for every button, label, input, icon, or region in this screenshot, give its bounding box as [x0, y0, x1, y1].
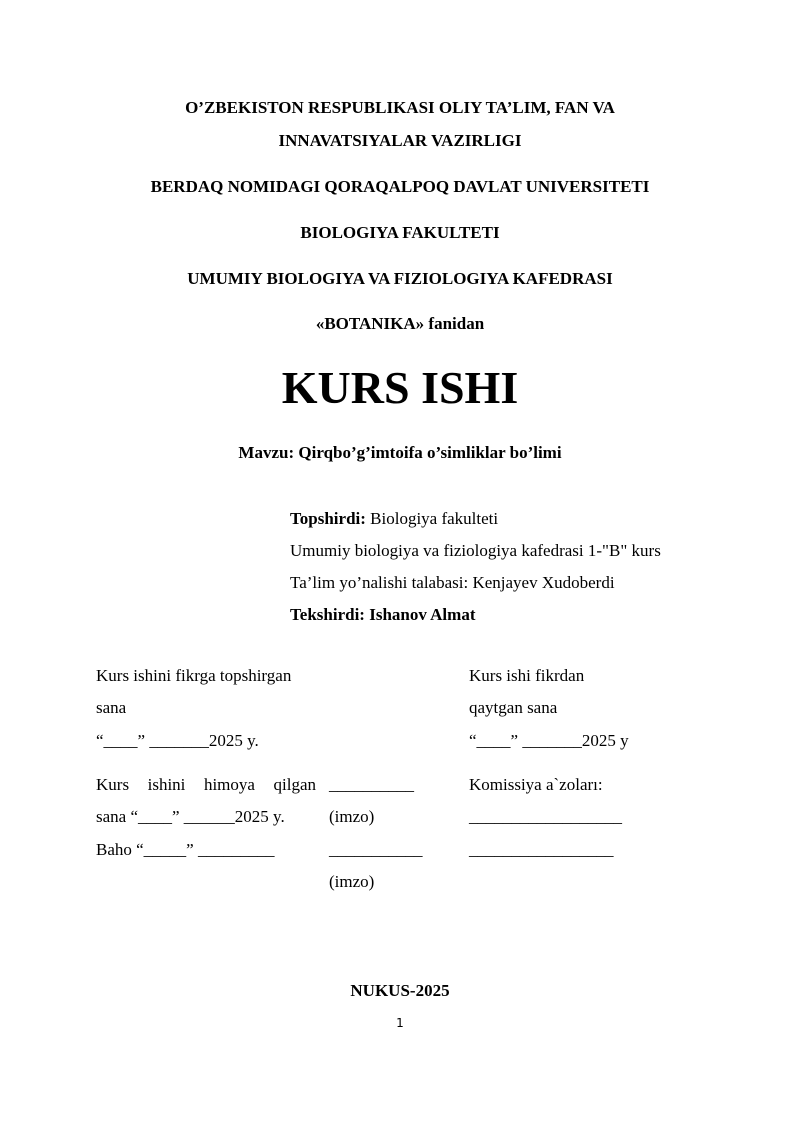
commission-label: Komissiya a`zoları:	[469, 775, 603, 794]
return-date-field: “____” _______2025 y	[469, 731, 629, 750]
signature-label-2: (imzo)	[329, 872, 375, 891]
document-title: KURS ISHI	[281, 362, 519, 413]
submit-date-label-2: sana	[96, 698, 127, 717]
signature-line-2: ___________	[329, 840, 423, 859]
grade-field: Baho “_____” _________	[96, 840, 275, 859]
subject-line: «BOTANIKA» fanidan	[315, 314, 485, 333]
city-year: NUKUS-2025	[350, 981, 450, 1000]
topic-line: Mavzu: Qirqbo’g’imtoifa o’simliklar bo’limi	[238, 443, 562, 462]
commission-line-2: _________________	[469, 840, 614, 859]
ministry-line-1: O’ZBEKISTON RESPUBLIKASI OLIY TA’LIM, FAN VA	[185, 98, 615, 117]
department-course-line: Umumiy biologiya va fiziologiya kafedrasi 1-"B" kurs	[290, 541, 661, 560]
signature-label-1: (imzo)	[329, 807, 375, 826]
submitted-by-label: Topshirdi:	[290, 509, 366, 528]
ministry-line-2: INNAVATSIYALAR VAZIRLIGI	[278, 131, 522, 150]
department-name: UMUMIY BIOLOGIYA VA FIZIOLOGIYA KAFEDRASI	[187, 269, 613, 288]
page-number: 1	[396, 1016, 404, 1030]
defense-word: Kurs	[96, 775, 130, 794]
checked-by-line	[290, 605, 475, 625]
defense-date-field: sana “____” ______2025 y.	[96, 807, 285, 826]
return-date-label-1: Kurs ishi fikrdan	[469, 666, 585, 685]
faculty-name: BIOLOGIYA FAKULTETI	[300, 223, 500, 242]
commission-line-1: __________________	[469, 807, 622, 826]
defense-word: ishini	[147, 775, 186, 794]
submit-date-field: “____” _______2025 y.	[96, 731, 259, 750]
defense-word: himoya	[203, 775, 255, 794]
return-date-label-2: qaytgan sana	[469, 698, 558, 717]
submit-date-label-1: Kurs ishini fikrga topshirgan	[96, 666, 292, 685]
defense-date-label	[96, 775, 316, 795]
defense-word: qilgan	[273, 775, 316, 794]
university-name: BERDAQ NOMIDAGI QORAQALPOQ DAVLAT UNIVERSITETI	[150, 177, 650, 196]
checked-by-label: Tekshirdi: Ishanov Almat	[290, 605, 476, 624]
signature-line-1: __________	[329, 775, 414, 794]
submitted-by-value: Biologiya fakulteti	[365, 509, 499, 528]
submitted-by-line	[290, 509, 498, 529]
student-line: Ta’lim yo’nalishi talabasi: Kenjayev Xudoberdi	[290, 573, 615, 592]
